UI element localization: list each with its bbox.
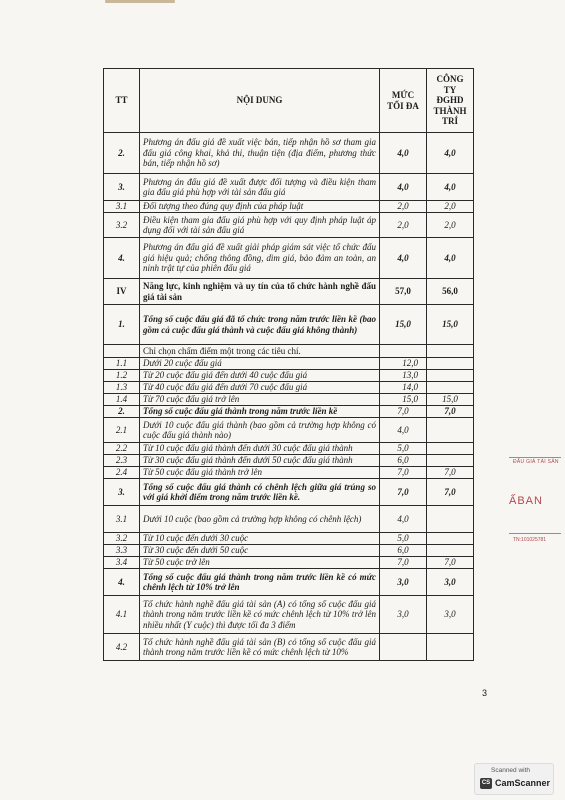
header-max <box>380 69 427 133</box>
row-max: 5,0 <box>380 533 427 545</box>
page-number: 3 <box>482 688 488 698</box>
scanned-with-label: Scanned with <box>491 767 531 774</box>
row-company: 7,0 <box>427 557 474 569</box>
row-tt: 2. <box>104 133 140 174</box>
row-tt: 3.1 <box>104 201 140 213</box>
row-company <box>427 545 474 557</box>
table-row <box>104 174 474 201</box>
header-company-line: TRÍ <box>441 116 458 127</box>
row-content: Phương án đấu giá đề xuất giải pháp giám sát việc tổ chức đấu giá hiệu quả; chống thông đồng, dìm giá, bảo đảm an toàn, an ninh trật tự của phiên đấu giá <box>140 238 380 279</box>
row-company: 15,0 <box>427 394 474 406</box>
row-company: 7,0 <box>427 406 474 418</box>
row-content: Tổng số cuộc đấu giá thành trong năm trước liền kề có mức chênh lệch từ 10% trở lên <box>140 569 380 596</box>
row-company: 7,0 <box>427 467 474 479</box>
row-max: 3,0 <box>380 569 427 596</box>
row-company <box>427 533 474 545</box>
red-stamp <box>505 455 565 547</box>
row-content: Đối tượng theo đúng quy định của pháp luật <box>140 201 380 213</box>
row-content: Từ 70 cuộc đấu giá trở lên <box>140 394 380 406</box>
row-max: 4,0 <box>380 238 427 279</box>
row-company <box>427 506 474 533</box>
row-tt: 2. <box>104 406 140 418</box>
stamp-ring <box>509 457 561 458</box>
table-row <box>104 479 474 506</box>
row-company <box>427 370 474 382</box>
row-company: 2,0 <box>427 201 474 213</box>
table-row <box>104 370 474 382</box>
row-tt: 3.3 <box>104 545 140 557</box>
row-max: 15,0 <box>380 394 427 406</box>
row-company <box>427 418 474 443</box>
row-max: 5,0 <box>380 443 427 455</box>
header-max-line1: MỨC <box>391 90 415 100</box>
row-tt: 4.2 <box>104 634 140 661</box>
row-max: 7,0 <box>380 406 427 418</box>
row-max: 7,0 <box>380 479 427 506</box>
row-content: Tổ chức hành nghề đấu giá tài sản (B) có tổng số cuộc đấu giá thành trong năm trước liền kề có mức chênh lệch từ 10% <box>140 634 380 661</box>
camscanner-logo-icon: CS <box>480 778 492 789</box>
camscanner-watermark <box>474 763 554 795</box>
row-max: 6,0 <box>380 455 427 467</box>
row-company <box>427 358 474 370</box>
binding-mark <box>105 0 175 3</box>
row-content: Tổng số cuộc đấu giá thành trong năm trước liền kề <box>140 406 380 418</box>
table-row <box>104 545 474 557</box>
table-row <box>104 418 474 443</box>
stamp-top-text: ĐẤU GIÁ TÀI SẢN <box>513 459 559 465</box>
row-content: Từ 30 cuộc đấu giá thành đến dưới 50 cuộc đấu giá thành <box>140 455 380 467</box>
row-content: Từ 50 cuộc trở lên <box>140 557 380 569</box>
row-max: 14,0 <box>380 382 427 394</box>
row-tt: 1.4 <box>104 394 140 406</box>
row-tt: 3.4 <box>104 557 140 569</box>
row-tt: 3.1 <box>104 506 140 533</box>
row-content: Từ 10 cuộc đến dưới 30 cuộc <box>140 533 380 545</box>
row-company <box>427 443 474 455</box>
row-company <box>427 455 474 467</box>
table-row <box>104 443 474 455</box>
row-company: 4,0 <box>427 238 474 279</box>
camscanner-brand: CamScanner <box>495 778 551 788</box>
row-company: 56,0 <box>427 279 474 305</box>
header-company <box>427 69 474 133</box>
table-row <box>104 467 474 479</box>
row-tt: 2.2 <box>104 443 140 455</box>
row-tt: 3. <box>104 479 140 506</box>
row-content: Dưới 20 cuộc đấu giá <box>140 358 380 370</box>
row-tt: 3.2 <box>104 213 140 238</box>
table-row <box>104 279 474 305</box>
header-content: NỘI DUNG <box>140 69 380 133</box>
table-row <box>104 634 474 661</box>
row-max: 6,0 <box>380 545 427 557</box>
row-content: Điều kiện tham gia đấu giá phù hợp với quy định pháp luật áp dụng đối với tài sản đấu giá <box>140 213 380 238</box>
row-tt: 1. <box>104 305 140 345</box>
row-tt: 1.1 <box>104 358 140 370</box>
table-row <box>104 238 474 279</box>
row-tt: 4.1 <box>104 596 140 634</box>
header-max-line2: TỐI ĐA <box>387 100 419 111</box>
header-company-line: ĐGHD <box>436 95 464 106</box>
row-company: 4,0 <box>427 174 474 201</box>
row-content: Tổng số cuộc đấu giá đã tổ chức trong năm trước liền kề (bao gồm cả cuộc đấu giá thành và cuộc đấu giá không thành) <box>140 305 380 345</box>
row-tt <box>104 345 140 358</box>
row-tt: 1.3 <box>104 382 140 394</box>
row-max: 15,0 <box>380 305 427 345</box>
row-tt: IV <box>104 279 140 305</box>
row-content: Từ 20 cuộc đấu giá đến dưới 40 cuộc đấu giá <box>140 370 380 382</box>
table-row <box>104 394 474 406</box>
stamp-bottom-text: TN:101025781 <box>513 537 547 543</box>
row-max: 4,0 <box>380 133 427 174</box>
row-tt: 2.4 <box>104 467 140 479</box>
table-row <box>104 358 474 370</box>
header-company-line: TY <box>443 84 457 95</box>
table-row <box>104 596 474 634</box>
row-company: 15,0 <box>427 305 474 345</box>
row-company: 4,0 <box>427 133 474 174</box>
row-tt: 3.2 <box>104 533 140 545</box>
table-header-row <box>104 69 474 133</box>
row-content: Chỉ chọn chấm điểm một trong các tiêu chí. <box>140 345 380 358</box>
row-company: 3,0 <box>427 596 474 634</box>
row-content: Tổ chức hành nghề đấu giá tài sản (A) có tổng số cuộc đấu giá thành trong năm trước liền kề có mức chênh lệch từ 10% trở lên nhiều nhất (Y cuộc) thì được tối đa 3 điểm <box>140 596 380 634</box>
row-company <box>427 382 474 394</box>
header-company-line: THÀNH <box>433 105 467 116</box>
row-tt: 4. <box>104 569 140 596</box>
row-content: Từ 30 cuộc đến dưới 50 cuộc <box>140 545 380 557</box>
table-row <box>104 569 474 596</box>
row-content: Năng lực, kinh nghiệm và uy tín của tổ chức hành nghề đấu giá tài sản <box>140 279 380 305</box>
header-company-line: CÔNG <box>436 74 464 85</box>
stamp-middle-text: ẤBAN <box>509 495 543 507</box>
row-max <box>380 345 427 358</box>
table-row <box>104 305 474 345</box>
table-row <box>104 533 474 545</box>
row-max: 57,0 <box>380 279 427 305</box>
row-content: Từ 10 cuộc đấu giá thành đến dưới 30 cuộc đấu giá thành <box>140 443 380 455</box>
row-content: Phương án đấu giá đề xuất việc bán, tiếp nhận hồ sơ tham gia đấu giá công khai, khả thi, thuận tiện (địa điểm, phương thức bán, tiếp nhận hồ sơ) <box>140 133 380 174</box>
table-row <box>104 345 474 358</box>
table-row <box>104 213 474 238</box>
stamp-ring <box>509 533 561 534</box>
row-content: Phương án đấu giá đề xuất được đối tượng và điều kiện tham gia đấu giá phù hợp với tài sản đấu giá <box>140 174 380 201</box>
row-max: 4,0 <box>380 506 427 533</box>
row-company: 2,0 <box>427 213 474 238</box>
row-max <box>380 634 427 661</box>
row-tt: 3. <box>104 174 140 201</box>
row-company: 7,0 <box>427 479 474 506</box>
table-row <box>104 455 474 467</box>
row-max: 7,0 <box>380 467 427 479</box>
row-company <box>427 634 474 661</box>
row-max: 2,0 <box>380 201 427 213</box>
row-max: 7,0 <box>380 557 427 569</box>
row-company: 3,0 <box>427 569 474 596</box>
table-row <box>104 382 474 394</box>
row-max: 3,0 <box>380 596 427 634</box>
row-content: Tổng số cuộc đấu giá thành có chênh lệch giữa giá trúng so với giá khởi điểm trong năm trước liền kề. <box>140 479 380 506</box>
table-row <box>104 506 474 533</box>
row-content: Dưới 10 cuộc (bao gồm cả trường hợp không có chênh lệch) <box>140 506 380 533</box>
header-tt: TT <box>104 69 140 133</box>
table-row <box>104 557 474 569</box>
row-tt: 1.2 <box>104 370 140 382</box>
table-row <box>104 406 474 418</box>
row-max: 4,0 <box>380 418 427 443</box>
row-max: 4,0 <box>380 174 427 201</box>
row-content: Từ 50 cuộc đấu giá thành trở lên <box>140 467 380 479</box>
table-row <box>104 201 474 213</box>
row-company <box>427 345 474 358</box>
row-tt: 2.1 <box>104 418 140 443</box>
row-content: Dưới 10 cuộc đấu giá thành (bao gồm cả trường hợp không có cuộc đấu giá thành nào) <box>140 418 380 443</box>
scoring-table <box>103 68 474 661</box>
row-max: 12,0 <box>380 358 427 370</box>
row-tt: 2.3 <box>104 455 140 467</box>
row-max: 2,0 <box>380 213 427 238</box>
row-content: Từ 40 cuộc đấu giá đến dưới 70 cuộc đấu giá <box>140 382 380 394</box>
row-max: 13,0 <box>380 370 427 382</box>
row-tt: 4. <box>104 238 140 279</box>
table-row <box>104 133 474 174</box>
